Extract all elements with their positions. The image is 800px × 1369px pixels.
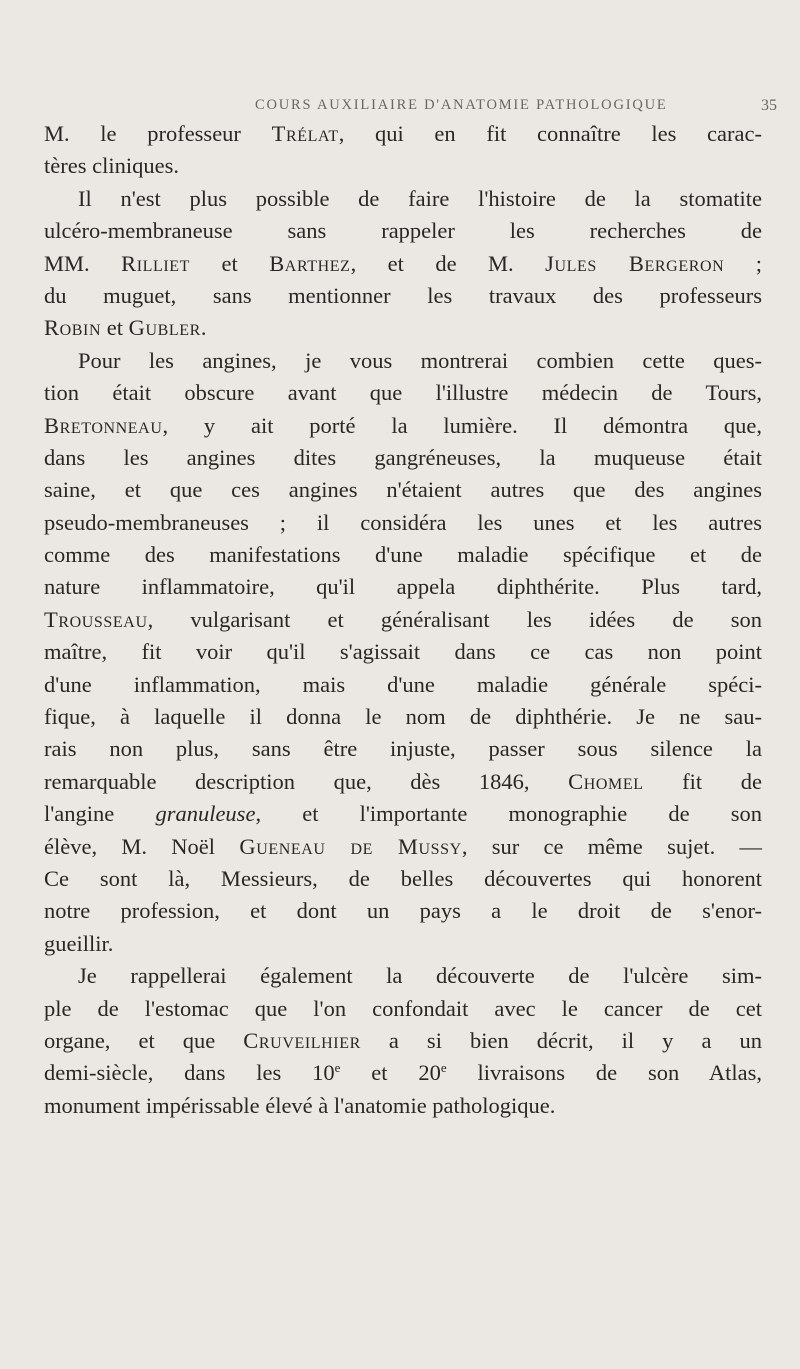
- body-text: [44, 118, 762, 1122]
- text-line: du muguet, sans mentionner les travaux des professeurs: [44, 282, 762, 308]
- text-line: Je rappellerai également la découverte de l'ulcère sim-: [78, 963, 762, 989]
- running-head: [255, 97, 800, 119]
- text-line: maître, fit voir qu'il s'agissait dans ce cas non point: [44, 639, 762, 665]
- running-title: COURS AUXILIAIRE D'ANATOMIE PATHOLOGIQUE: [255, 97, 668, 113]
- text-line: d'une inflammation, mais d'une maladie générale spéci-: [44, 671, 762, 697]
- text-line: rais non plus, sans être injuste, passer sous silence la: [44, 736, 762, 762]
- author-name: Jules Bergeron: [545, 250, 725, 276]
- text-line: ulcéro-membraneuse sans rappeler les recherches de: [44, 218, 762, 244]
- author-name: Barthez: [269, 250, 351, 276]
- text-line: gueillir.: [44, 930, 114, 956]
- text-line: remarquable description que, dès 1846, Chomel fit de: [44, 768, 763, 794]
- author-name: Rilliet: [121, 250, 191, 276]
- author-name: Robin: [44, 315, 102, 341]
- text-line: Bretonneau, y ait porté la lumière. Il démontra que,: [44, 412, 762, 438]
- text-line: MM. Rilliet et Barthez, et de M. Jules Bergeron ;: [44, 250, 762, 276]
- text-line: notre profession, et dont un pays a le droit de s'enor-: [44, 898, 762, 924]
- text-line: demi-siècle, dans les 10e et 20e livraisons de son Atlas,: [44, 1060, 762, 1086]
- text-line: nature inflammatoire, qu'il appela diphthérite. Plus tard,: [44, 574, 762, 600]
- text-line: élève, M. Noël Gueneau de Mussy, sur ce même sujet. —: [44, 833, 762, 859]
- text-line: monument impérissable élevé à l'anatomie pathologique.: [44, 1092, 556, 1118]
- text-line: organe, et que Cruveilhier a si bien décrit, il y a un: [44, 1027, 762, 1053]
- author-name: Cruveilhier: [243, 1027, 361, 1053]
- author-name: Gubler: [128, 315, 201, 341]
- author-name: Trousseau: [44, 606, 148, 632]
- text-line: Ce sont là, Messieurs, de belles découvertes qui honorent: [44, 865, 762, 891]
- text-line: l'angine granuleuse, et l'importante monographie de son: [44, 801, 763, 827]
- text-line: tères cliniques.: [44, 153, 179, 179]
- italic-term: granuleuse: [155, 801, 256, 827]
- text-line: Trousseau, vulgarisant et généralisant les idées de son: [44, 606, 762, 632]
- text-line: Pour les angines, je vous montrerai combien cette ques-: [78, 347, 762, 373]
- text-line: tion était obscure avant que l'illustre médecin de Tours,: [44, 380, 762, 406]
- author-name: Chomel: [568, 768, 644, 794]
- page-number: 35: [761, 97, 777, 114]
- text-line: ple de l'estomac que l'on confondait avec le cancer de cet: [44, 995, 762, 1021]
- text-line: dans les angines dites gangréneuses, la muqueuse était: [44, 444, 762, 470]
- author-name: Trélat: [271, 121, 339, 146]
- text-line: M. le professeur Trélat, qui en fit connaître les carac-: [44, 121, 762, 146]
- text-line: pseudo-membraneuses ; il considéra les unes et les autres: [44, 509, 762, 535]
- text-line: comme des manifestations d'une maladie spécifique et de: [44, 542, 762, 568]
- text-line: Robin et Gubler.: [44, 315, 207, 341]
- text-line: fique, à laquelle il donna le nom de diphthérie. Je ne sau-: [44, 704, 762, 730]
- text-line: Il n'est plus possible de faire l'histoire de la stomatite: [78, 185, 762, 211]
- author-name: Gueneau de Mussy: [239, 833, 462, 859]
- text-line: saine, et que ces angines n'étaient autres que des angines: [44, 477, 762, 503]
- author-name: Bretonneau: [44, 412, 163, 438]
